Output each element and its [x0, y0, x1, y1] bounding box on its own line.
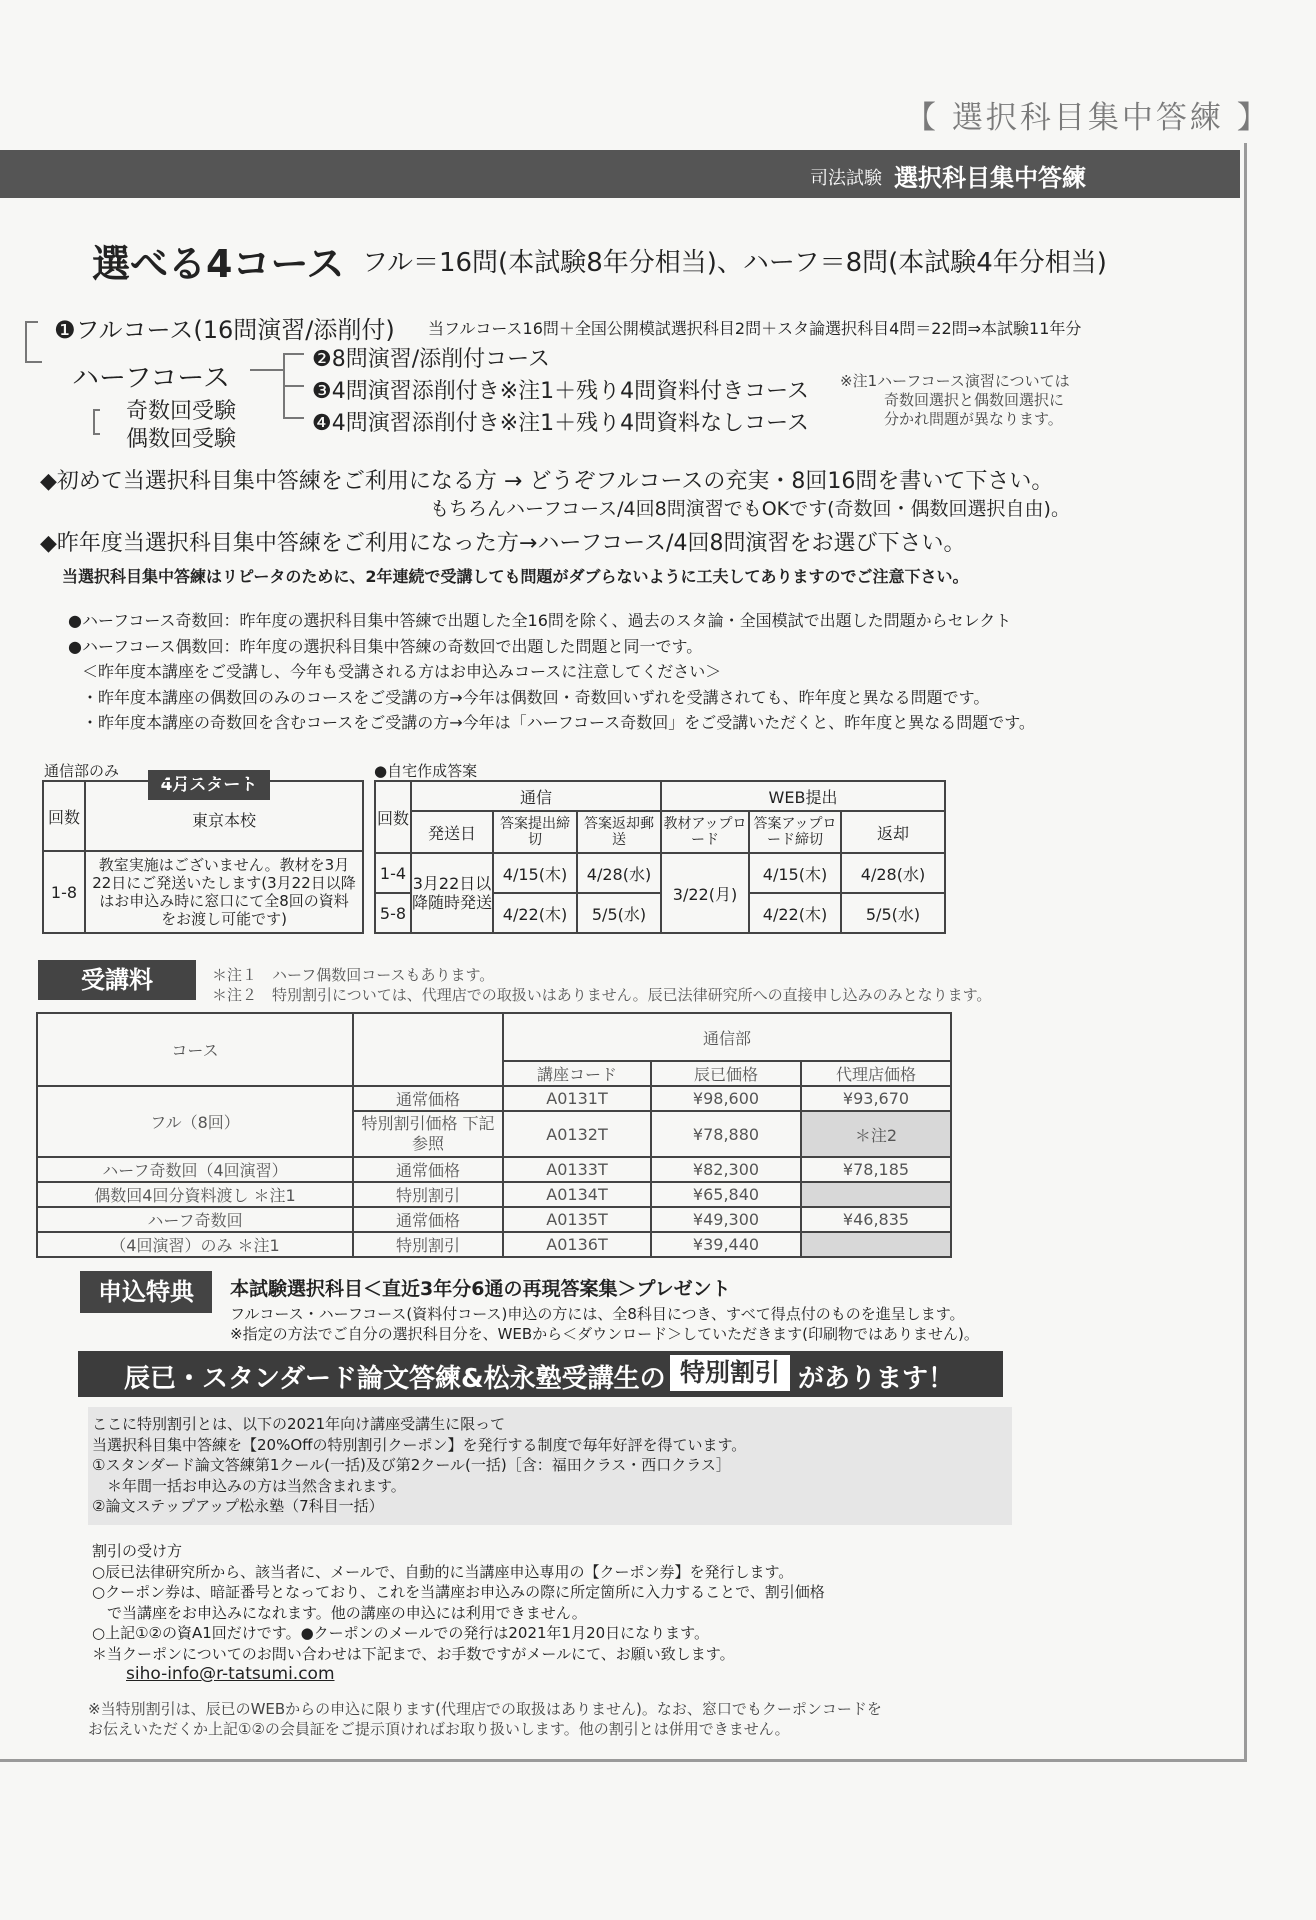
- course-odd: 奇数回受験: [126, 399, 237, 424]
- header-small: 司法試験: [810, 168, 882, 189]
- fee-note-2: ＊注２ 特別割引については、代理店での取扱いはありません。辰已法律研究所への直接申し込みのみとなります。: [212, 986, 992, 1004]
- fee-price: ¥78,880: [651, 1111, 801, 1157]
- sub-cell: 4/15(木): [493, 853, 577, 893]
- headline-main: 選べる4コース: [92, 242, 345, 286]
- wret-cell: 5/5(水): [841, 893, 945, 933]
- course-full: ❶フルコース(16問演習/添削付): [54, 316, 395, 344]
- send-cell: 3月22日以降随時発送: [411, 853, 493, 933]
- discount-banner-b: があります！: [798, 1364, 955, 1394]
- bullet-list: [68, 608, 1035, 736]
- fee-agent: [801, 1182, 951, 1207]
- upload-cell: 3/22(月): [661, 853, 749, 933]
- fee-code: A0131T: [503, 1086, 651, 1111]
- discount-line: ①スタンダード論文答練第1クール(一括)及び第2クール(一括)［含：福田クラス・西口クラス］: [92, 1456, 731, 1474]
- discount-foot-2: お伝えいただくか上記①②の会員証をご提示頂ければお取り扱いします。他の割引とは併用できません。: [88, 1720, 790, 1738]
- schedule-right-caption: ●自宅作成答案: [374, 762, 478, 780]
- discount-how: [92, 1541, 825, 1685]
- fee-agent: [801, 1232, 951, 1257]
- start-tag: 4月スタート: [148, 770, 270, 800]
- discount-banner: [78, 1351, 1003, 1397]
- h-web: WEB提出: [661, 781, 945, 811]
- sub-cell: 4/22(木): [493, 893, 577, 933]
- col-header: 答案提出締切: [493, 811, 577, 853]
- schedule-right-table: [374, 780, 946, 934]
- fee-note-1: ＊注１ ハーフ偶数回コースもあります。: [212, 966, 495, 984]
- discount-banner-box: 特別割引: [670, 1355, 790, 1391]
- fee-tag: 受講料: [38, 960, 196, 1000]
- ret-cell: 5/5(水): [577, 893, 661, 933]
- schedule-left-caption: 通信部のみ: [44, 762, 120, 780]
- fee-code: A0133T: [503, 1157, 651, 1182]
- bonus-line-2: ※指定の方法でご自分の選択科目分を、WEBから＜ダウンロード＞していただきます(印刷物ではありません)。: [230, 1325, 979, 1343]
- bullet-item: ＜昨年度本講座をご受講し、今年も受講される方はお申込みコースに注意してください＞: [82, 662, 722, 681]
- fee-agent: ¥93,670: [801, 1086, 951, 1111]
- h-agent: 代理店価格: [801, 1061, 951, 1086]
- col-header: 答案返却郵送: [577, 811, 661, 853]
- contact-email-link[interactable]: siho-info@r-tatsumi.com: [126, 1664, 335, 1684]
- fee-type: 特別割引: [353, 1232, 503, 1257]
- discount-line: ②論文ステップアップ松永塾（7科目一括）: [92, 1497, 384, 1515]
- fee-course: フル（8回）: [37, 1086, 353, 1157]
- fee-price: ¥39,440: [651, 1232, 801, 1257]
- fee-code: A0134T: [503, 1182, 651, 1207]
- h-round: 回数: [43, 781, 85, 851]
- guide-first-2: もちろんハーフコース/4回8問演習でもOKです(奇数回・偶数回選択自由)。: [430, 498, 1070, 520]
- headline-sub: フル＝16問(本試験8年分相当)、ハーフ＝8問(本試験4年分相当): [362, 248, 1107, 278]
- h-dept: 通信部: [503, 1013, 951, 1061]
- wsub-cell: 4/22(木): [749, 893, 841, 933]
- h-tatsumi: 辰已価格: [651, 1061, 801, 1086]
- how-line: ○クーポン券は、暗証番号となっており、これを当講座お申込みの際に所定箇所に入力することで、割引価格: [92, 1583, 825, 1601]
- bullet-item: ・昨年度本講座の奇数回を含むコースをご受講の方→今年は「ハーフコース奇数回」をご受講いただくと、昨年度と異なる問題です。: [82, 713, 1035, 732]
- bonus-line-1: フルコース・ハーフコース(資料付コース)申込の方には、全8科目につき、すべて得点付のものを進呈します。: [230, 1305, 965, 1323]
- fee-type: 特別割引: [353, 1182, 503, 1207]
- course-note-line: 奇数回選択と偶数回選択に: [884, 391, 1065, 409]
- h-school: 東京本校: [85, 781, 363, 851]
- bullet-item: ●ハーフコース奇数回：昨年度の選択科目集中答練で出題した全16問を除く、過去のスタ論・全国模試で出題した問題からセレクト: [68, 611, 1012, 630]
- h-code: 講座コード: [503, 1061, 651, 1086]
- course-note-line: ※注1ハーフコース演習については: [840, 372, 1070, 390]
- h-course: コース: [37, 1013, 353, 1086]
- fee-type: 特別割引価格 下記参照: [353, 1111, 503, 1157]
- fee-price: ¥65,840: [651, 1182, 801, 1207]
- how-line: ○辰已法律研究所から、該当者に、メールで、自動的に当講座申込専用の【クーポン券】を発行します。: [92, 1562, 794, 1581]
- fee-course: 偶数回4回分資料渡し ＊注1: [37, 1182, 353, 1207]
- fee-type: 通常価格: [353, 1086, 503, 1111]
- discount-gray-text: [92, 1414, 746, 1517]
- how-line: ＊当クーポンについてのお問い合わせは下記まで、お手数ですがメールにて、お願い致します。: [92, 1644, 735, 1663]
- bullet-item: ●ハーフコース偶数回：昨年度の選択科目集中答練の奇数回で出題した問題と同一です。: [68, 636, 703, 656]
- fee-agent: ＊注2: [801, 1111, 951, 1157]
- guide-repeat-note: 当選択科目集中答練はリピータのために、2年連続で受講しても問題がダブらないように工夫してありますのでご注意下さい。: [62, 567, 969, 586]
- how-title: 割引の受け方: [92, 1542, 183, 1560]
- fee-price: ¥82,300: [651, 1157, 801, 1182]
- fee-agent: ¥78,185: [801, 1157, 951, 1182]
- how-line: ○上記①②の資A1回だけです。●クーポンのメールでの発行は2021年1月20日になります。: [92, 1624, 709, 1642]
- discount-line: ここに特別割引とは、以下の2021年向け講座受講生に限って: [92, 1415, 506, 1433]
- course-note-line: 分かれ問題が異なります。: [884, 410, 1063, 428]
- fee-code: A0135T: [503, 1207, 651, 1232]
- bonus-title: 本試験選択科目＜直近3年分6通の再現答案集＞プレゼント: [230, 1278, 731, 1300]
- course-note: [840, 372, 1070, 429]
- fee-table: [36, 1012, 952, 1258]
- wsub-cell: 4/15(木): [749, 853, 841, 893]
- col-header: 返却: [841, 811, 945, 853]
- fee-code: A0132T: [503, 1111, 651, 1157]
- course-even: 偶数回受験: [126, 427, 237, 452]
- round-cell: 1-4: [375, 853, 411, 893]
- discount-line: ＊年間一括お申込みの方は当然含まれます。: [92, 1476, 406, 1495]
- fee-price: ¥98,600: [651, 1086, 801, 1111]
- round-cell: 1-8: [43, 851, 85, 933]
- fee-code: A0136T: [503, 1232, 651, 1257]
- fee-type: 通常価格: [353, 1207, 503, 1232]
- round-cell: 5-8: [375, 893, 411, 933]
- h-tsushin: 通信: [411, 781, 661, 811]
- guide-repeat: ◆昨年度当選択科目集中答練をご利用になった方→ハーフコース/4回8問演習をお選び下さい。: [40, 531, 966, 556]
- ret-cell: 4/28(水): [577, 853, 661, 893]
- course-opt3: ❸4問演習添削付き※注1＋残り4問資料付きコース: [312, 379, 810, 404]
- bonus-tag: 申込特典: [80, 1271, 212, 1313]
- bullet-item: ・昨年度本講座の偶数回のみのコースをご受講の方→今年は偶数回・奇数回いずれを受講されても、昨年度と異なる問題です。: [82, 687, 990, 707]
- header-title: 選択科目集中答練: [894, 164, 1086, 192]
- fee-type: 通常価格: [353, 1157, 503, 1182]
- discount-banner-a: 辰已・スタンダード論文答練&松永塾受講生の: [124, 1364, 666, 1394]
- corner-label: 【 選択科目集中答練 】: [905, 100, 1271, 136]
- school-text: 教室実施はございません。教材を3月22日にご発送いたします(3月22日以降はお申込み時に窓口にて全8回の資料をお渡し可能です): [85, 851, 363, 933]
- schedule-left-table: [42, 780, 364, 934]
- how-line: で当講座をお申込みになれます。他の講座の申込には利用できません。: [92, 1603, 587, 1622]
- fee-course: （4回演習）のみ ＊注1: [37, 1232, 353, 1257]
- h-round: 回数: [375, 781, 411, 853]
- fee-course: ハーフ奇数回: [37, 1207, 353, 1232]
- course-half: ハーフコース: [72, 363, 230, 394]
- course-opt2: ❷8問演習/添削付コース: [312, 347, 551, 372]
- h-type: [353, 1013, 503, 1086]
- discount-foot-1: ※当特別割引は、辰已のWEBからの申込に限ります(代理店での取扱はありません)。なお、窓口でもクーポンコードを: [88, 1700, 882, 1718]
- course-full-note: 当フルコース16問＋全国公開模試選択科目2問＋スタ論選択科目4問＝22問⇒本試験11年分: [428, 319, 1082, 338]
- col-header: 発送日: [411, 811, 493, 853]
- discount-line: 当選択科目集中答練を【20%Offの特別割引クーポン】を発行する制度で毎年好評を得ています。: [92, 1435, 747, 1454]
- col-header: 答案アップロード締切: [749, 811, 841, 853]
- guide-first-1: ◆初めて当選択科目集中答練をご利用になる方 → どうぞフルコースの充実・8回16問を書いて下さい。: [40, 469, 1054, 494]
- fee-agent: ¥46,835: [801, 1207, 951, 1232]
- fee-course: ハーフ奇数回（4回演習）: [37, 1157, 353, 1182]
- col-header: 教材アップロード: [661, 811, 749, 853]
- fee-price: ¥49,300: [651, 1207, 801, 1232]
- course-opt4: ❹4問演習添削付き※注1＋残り4問資料なしコース: [312, 411, 810, 436]
- wret-cell: 4/28(水): [841, 853, 945, 893]
